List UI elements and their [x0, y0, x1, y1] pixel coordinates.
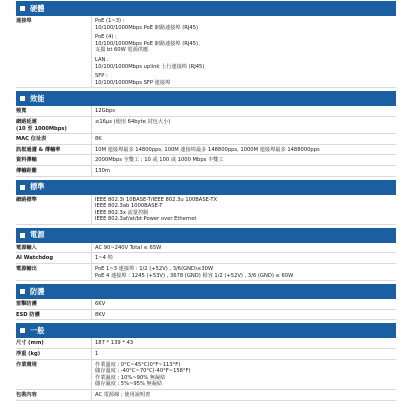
spec-value — [91, 16, 396, 87]
poe4-title: PoE (4) : — [95, 34, 117, 41]
section-title: 電源 — [30, 230, 45, 240]
poe4-line: 支援 bt 60W 電源供應 — [95, 47, 149, 54]
spec-key: 傳輸距離 — [16, 167, 37, 174]
section-bullet-icon — [20, 289, 25, 294]
standard-line: IEEE 802.3ab 1000BASE-T — [95, 203, 163, 210]
spec-row-mac — [16, 134, 396, 145]
spec-value — [91, 195, 396, 224]
spec-row-distance — [16, 166, 396, 177]
spec-row-size — [16, 338, 396, 349]
section-bullet-icon — [20, 328, 25, 333]
spec-value — [91, 264, 396, 280]
spec-key: 淨重 (kg) — [16, 351, 41, 358]
spec-value: 187 * 139 * 43 — [91, 338, 396, 348]
section-title: 效能 — [30, 93, 45, 103]
power-output-line: PoE 1~3 連接埠 : 1/2 (+52V) , 3/6(GND)≤30W — [95, 266, 214, 273]
section-header-protection — [16, 284, 396, 299]
lan-title: LAN : — [95, 56, 109, 63]
environment-line: 儲存溫度 : -40°C~70°C(-40°F~158°F) — [95, 368, 191, 375]
environment-line: 作業濕度 : 10%~90% 無凝結 — [95, 374, 166, 381]
spec-row-package — [16, 390, 396, 401]
power-output-line: PoE 4 連接埠 : 1245 (+53V) , 3678 (GND) 相容 1/2 (+52V) , 3/6 (GND) ≤ 60W — [95, 272, 294, 279]
spec-value: 130m — [91, 166, 396, 176]
sfp-line: 10/100/1000Mbps SFP 連接埠 — [95, 79, 171, 86]
spec-row-environment — [16, 360, 396, 390]
spec-key: 雷擊防護 — [16, 301, 37, 308]
spec-value: 1 — [91, 349, 396, 359]
section-header-performance — [16, 91, 396, 106]
spec-row-interface — [16, 16, 396, 88]
spec-key-line: (10 至 1000Mbps) — [16, 125, 67, 132]
standard-line: IEEE 802.3af/at/bt Power over Ethernet — [95, 216, 197, 223]
spec-key: 包裝內容 — [16, 392, 37, 398]
spec-value: AC 電源線 ; 使用說明書 — [91, 390, 396, 400]
section-header-power — [16, 228, 396, 243]
standard-line: IEEE 802.3i 10BASE-T/IEEE 802.3u 100BASE-TX — [95, 196, 218, 203]
spec-row-watchdog — [16, 253, 396, 264]
spec-key: 尺寸 (mm) — [16, 340, 44, 347]
spec-value: 10M 連接埠最多 14800pps, 100M 連接埠最多 148800pps, 1000M 連接埠最多 1488000pps — [91, 145, 396, 155]
spec-row-transfer — [16, 155, 396, 166]
spec-value: AC 90~240V Total ≤ 65W — [91, 243, 396, 253]
lan-line: 10/100/1000Mbps uplink 上行連接埠 (RJ45) — [95, 63, 205, 70]
spec-row-weight — [16, 349, 396, 360]
section-title: 一般 — [30, 325, 45, 335]
spec-value: 1~4 埠 — [91, 253, 396, 263]
poe13-line: 10/100/1000Mbps PoE 網路連接埠 (RJ45) — [95, 24, 199, 31]
spec-value: 8K — [91, 134, 396, 144]
spec-value: 6KV — [91, 299, 396, 309]
spec-row-latency — [16, 117, 396, 134]
spec-key: MAC 位址表 — [16, 136, 47, 143]
environment-line: 儲存濕度 : 5%~95% 無凝結 — [95, 381, 163, 388]
spec-row-power-input — [16, 243, 396, 254]
spec-key — [16, 117, 91, 133]
section-header-hardware — [16, 1, 396, 16]
section-bullet-icon — [20, 96, 25, 101]
section-title: 標準 — [30, 182, 45, 191]
spec-row-power-output — [16, 264, 396, 281]
spec-value — [91, 360, 396, 389]
spec-key: 電源輸入 — [16, 244, 37, 251]
section-header-standards — [16, 180, 396, 195]
section-bullet-icon — [20, 6, 25, 11]
spec-row-bandwidth — [16, 106, 396, 117]
spec-key: 連接埠 — [16, 18, 32, 24]
spec-value: 12Gbps — [91, 106, 396, 116]
spec-key: AI Watchdog — [16, 255, 54, 262]
spec-key: 電源輸出 — [16, 266, 37, 273]
spec-row-surge — [16, 299, 396, 310]
spec-value: ≤16μs (使用 64byte 封包大小) — [91, 117, 396, 133]
poe4-line: 10/100/1000Mbps PoE 網路連接埠 (RJ45)、 — [95, 40, 204, 47]
spec-value: 8KV — [91, 310, 396, 320]
spec-key: 作業環境 — [16, 361, 37, 368]
section-title: 防護 — [30, 286, 45, 296]
section-bullet-icon — [20, 185, 25, 190]
section-bullet-icon — [20, 233, 25, 238]
section-header-general — [16, 323, 396, 338]
spec-sheet — [16, 1, 396, 401]
standard-line: IEEE 802.3x 流量控制 — [95, 209, 149, 216]
spec-key: 資料傳輸 — [16, 157, 37, 164]
spec-row-standards — [16, 195, 396, 225]
spec-row-esd — [16, 310, 396, 321]
poe13-title: PoE (1~3) : — [95, 18, 125, 24]
spec-row-forwarding — [16, 145, 396, 156]
sfp-title: SFP : — [95, 73, 108, 80]
spec-key: ESD 防護 — [16, 311, 40, 318]
spec-key: 網路標準 — [16, 196, 37, 203]
spec-key: 訊框過濾 & 傳輸率 — [16, 146, 61, 153]
environment-line: 作業溫度 : 0°C~45°C(0°F~113°F) — [95, 361, 181, 368]
section-title: 硬體 — [30, 3, 45, 13]
spec-key-line: 網路延遲 — [16, 118, 37, 125]
spec-key: 頻寬 — [16, 108, 27, 115]
spec-value: 2000Mbps 全雙工 ; 10 或 100 或 1000 Mbps 半雙工 — [91, 155, 396, 165]
